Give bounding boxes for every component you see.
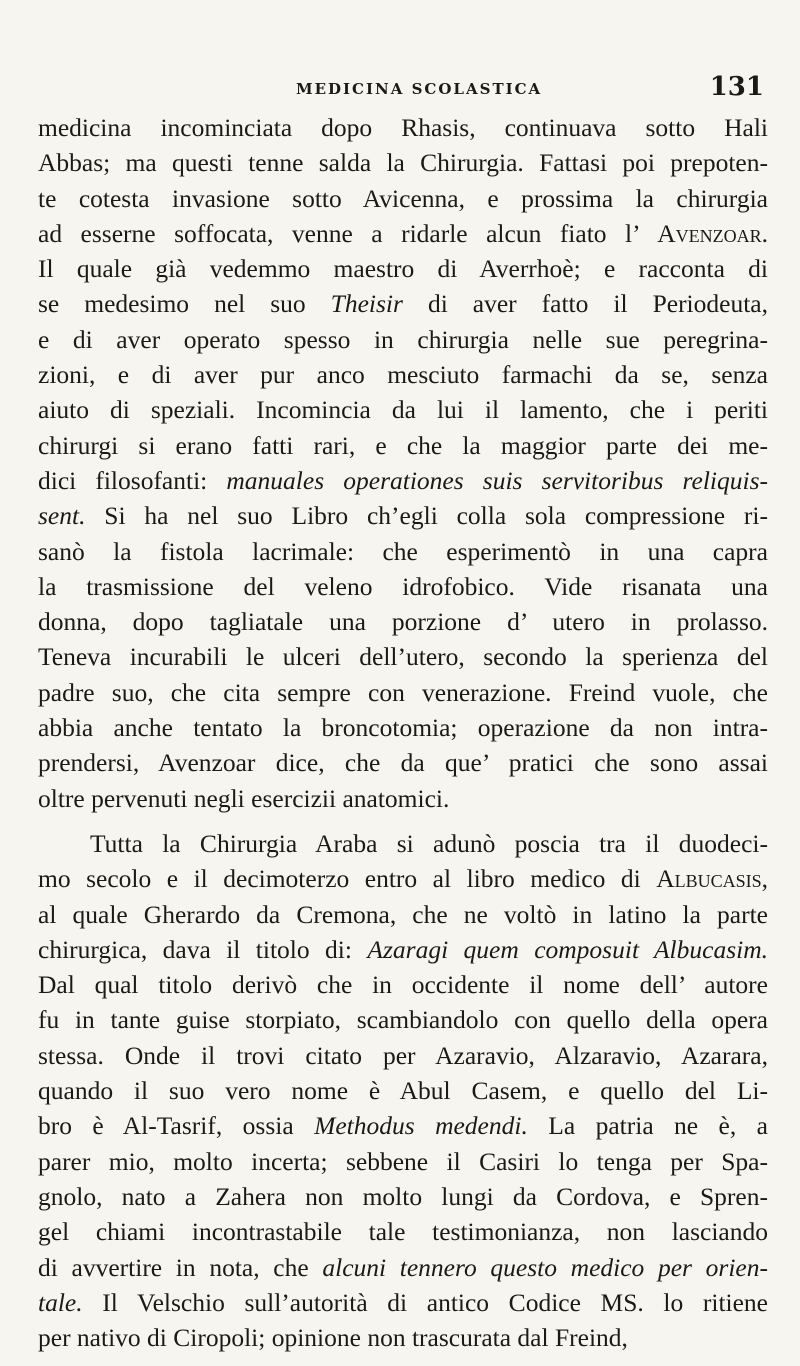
text-segment: ad esserne soffocata, venne a ridarle alcun fiato l’ [38, 218, 658, 248]
text-segment: sent. [38, 501, 86, 531]
text-line [38, 1073, 768, 1108]
text-segment: prendersi, Avenzoar dice, che da que’ pratici che sono assai [38, 748, 768, 778]
text-segment: oltre pervenuti negli esercizii anatomici. [38, 783, 450, 813]
text-line [38, 604, 768, 639]
text-line [38, 428, 768, 463]
text-line [38, 826, 768, 861]
text-segment: di avvertire in nota, che [38, 1252, 323, 1282]
text-segment: Il Velschio sull’autorità di antico Codice MS. lo ritiene [82, 1287, 768, 1317]
text-line [38, 639, 768, 674]
text-segment: stessa. Onde il trovi citato per Azaravio, Alzaravio, Azarara, [38, 1040, 768, 1070]
text-segment: bro è Al-Tasrif, ossia [38, 1111, 315, 1141]
text-line [38, 1038, 768, 1073]
running-head [38, 74, 768, 110]
text-segment: La patria ne è, a [527, 1111, 768, 1141]
page-number: 131 [709, 72, 764, 102]
text-line [38, 251, 768, 286]
text-line [38, 675, 768, 710]
text-segment: quando il suo vero nome è Abul Casem, e quello del Li- [38, 1076, 768, 1106]
text-line [38, 145, 768, 180]
text-segment: manuales operationes suis servitoribus reliquis- [226, 465, 768, 495]
text-line [38, 1179, 768, 1214]
text-segment: mo secolo e il decimoterzo entro al libro medico di [38, 864, 657, 894]
text-segment: al quale Gherardo da Cremona, che ne voltò in latino la parte [38, 899, 768, 929]
paragraph-gap [38, 816, 768, 826]
text-line [38, 1285, 768, 1320]
text-line [38, 710, 768, 745]
text-line [38, 932, 768, 967]
text-line [38, 322, 768, 357]
text-segment: chirurgi si erano fatti rari, e che la maggior parte dei me- [38, 430, 768, 460]
text-line [38, 286, 768, 321]
text-segment: alcuni tennero questo medico per orien- [322, 1252, 768, 1282]
text-segment: Il quale già vedemmo maestro di Averrhoè; e racconta di [38, 254, 768, 284]
text-segment: la trasmissione del veleno idrofobico. Vide risanata una [38, 571, 768, 601]
text-segment: fu in tante guise storpiato, scambiandolo con quello della opera [38, 1005, 768, 1035]
text-line [38, 1250, 768, 1285]
running-title: MEDICINA SCOLASTICA [296, 80, 543, 98]
text-segment: Methodus medendi. [314, 1111, 528, 1141]
text-segment: Dal qual titolo derivò che in occidente il nome dell’ autore [38, 970, 768, 1000]
text-segment: Teneva incurabili le ulceri dell’utero, secondo la sperienza del [38, 642, 768, 672]
text-segment: chirurgica, dava il titolo di: [38, 934, 368, 964]
text-segment: Abbas; ma questi tenne salda la Chirurgia. Fattasi poi prepoten- [38, 148, 768, 178]
text-line [38, 463, 768, 498]
text-segment: gnolo, nato a Zahera non molto lungi da Cordova, e Spren- [38, 1181, 768, 1211]
text-line [38, 1214, 768, 1249]
text-line [38, 967, 768, 1002]
text-line [38, 1002, 768, 1037]
text-segment: Albucasis, [656, 864, 768, 894]
text-line [38, 534, 768, 569]
text-line [38, 745, 768, 780]
text-segment: Tutta la Chirurgia Araba si adunò poscia tra il duodeci- [90, 828, 768, 858]
text-line [38, 781, 768, 816]
text-segment: abbia anche tentato la broncotomia; operazione da non intra- [38, 713, 768, 743]
text-segment: per nativo di Ciropoli; opinione non trascurata dal Freind, [38, 1323, 628, 1353]
text-segment: di aver fatto il Periodeuta, [402, 289, 768, 319]
text-line [38, 392, 768, 427]
text-segment: sanò la fistola lacrimale: che esperimentò in una capra [38, 536, 768, 566]
text-segment: tale. [38, 1287, 83, 1317]
text-segment: Avenzoar. [657, 218, 768, 248]
text-segment: se medesimo nel suo [38, 289, 331, 319]
text-line [38, 1108, 768, 1143]
body-text [38, 110, 768, 1355]
text-line [38, 216, 768, 251]
paragraph [38, 826, 768, 1355]
text-segment: te cotesta invasione sotto Avicenna, e prossima la chirurgia [38, 183, 768, 213]
text-segment: medicina incominciata dopo Rhasis, continuava sotto Hali [38, 113, 768, 142]
text-segment: gel chiami incontrastabile tale testimonianza, non lasciando [38, 1217, 768, 1247]
text-line [38, 1320, 768, 1355]
text-line [38, 181, 768, 216]
text-segment: Si ha nel suo Libro ch’egli colla sola compressione ri- [85, 501, 768, 531]
text-line [38, 569, 768, 604]
text-segment: dici filosofanti: [38, 465, 227, 495]
text-line [38, 498, 768, 533]
text-segment: Azaragi quem composuit Albucasim. [367, 934, 768, 964]
text-line [38, 1144, 768, 1179]
text-segment: Theisir [330, 289, 403, 319]
text-segment: aiuto di speziali. Incomincia da lui il lamento, che i periti [38, 395, 768, 425]
text-segment: donna, dopo tagliatale una porzione d’ utero in prolasso. [38, 607, 768, 637]
text-segment: padre suo, che cita sempre con venerazione. Freind vuole, che [38, 677, 768, 707]
text-line [38, 897, 768, 932]
text-segment: zioni, e di aver pur anco mesciuto farmachi da se, senza [38, 360, 768, 390]
paragraph [38, 110, 768, 816]
text-segment: e di aver operato spesso in chirurgia nelle sue peregrina- [38, 324, 768, 354]
text-line [38, 357, 768, 392]
text-line [38, 861, 768, 896]
text-segment: parer mio, molto incerta; sebbene il Casiri lo tenga per Spa- [38, 1146, 768, 1176]
text-line [38, 110, 768, 145]
